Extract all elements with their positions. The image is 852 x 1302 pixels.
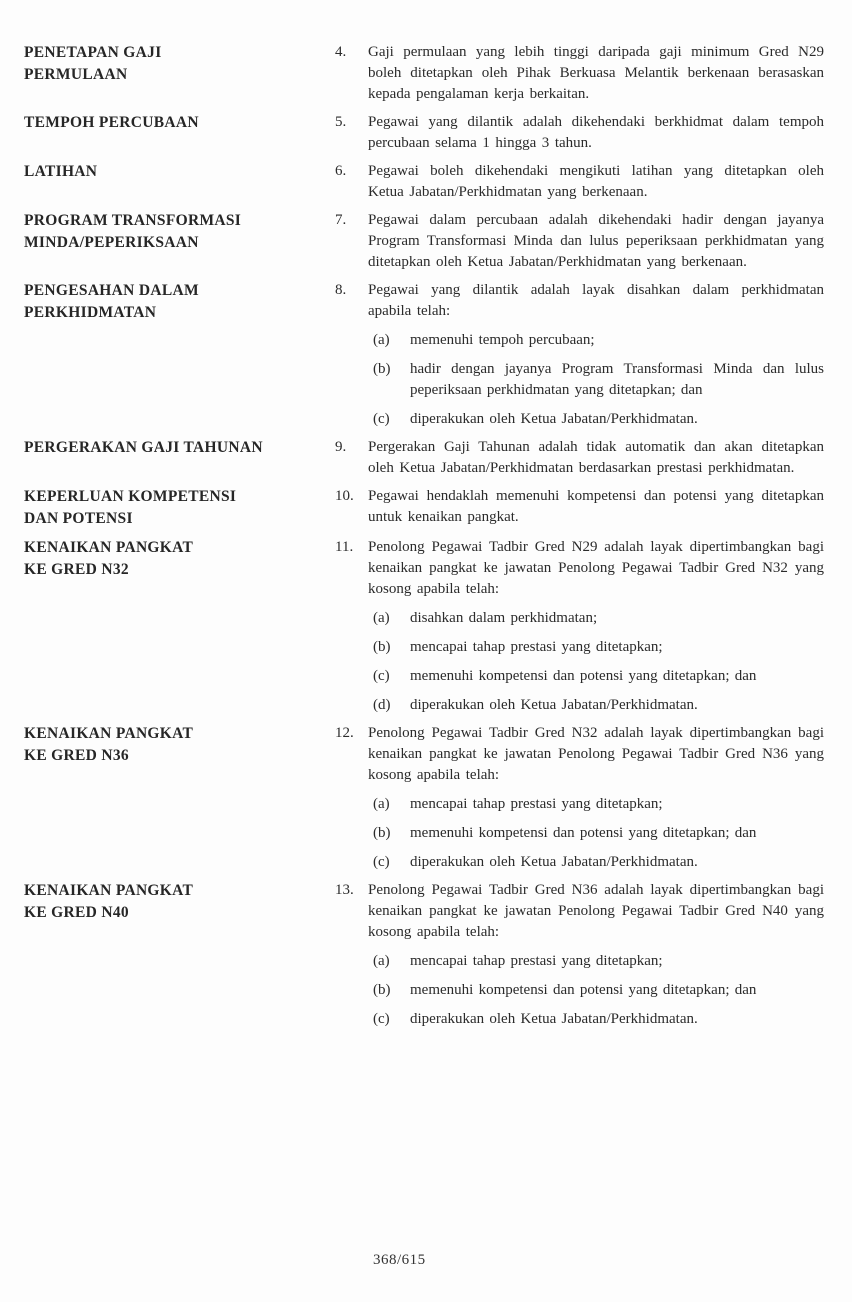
clause-number: 4. [335,44,347,60]
subitem-text: disahkan dalam perkhidmatan; [410,610,598,626]
subitem-text: memenuhi kompetensi dan potensi yang ditetapkan; dan [410,668,757,684]
subitem-label: (a) [373,953,390,969]
clause-content [368,210,824,273]
subitem-label: (a) [373,796,390,812]
clause-row-13 [24,880,824,1030]
clause-subitem [373,330,824,351]
clause-subitem [373,637,824,658]
subitem-label: (b) [373,982,391,998]
clause-body: Penolong Pegawai Tadbir Gred N32 adalah layak dipertimbangkan bagi kenaikan pangkat ke jawatan Penolong Pegawai Tadbir Gred N36 yang kosong apabila telah: [368,725,824,783]
clause-subitem [373,1009,824,1030]
subitem-label: (b) [373,825,391,841]
subitem-label: (d) [373,697,391,713]
clause-heading: PENGESAHAN DALAM PERKHIDMATAN [24,282,199,321]
clause-subitem [373,980,824,1001]
clause-subitem [373,409,824,430]
clause-heading: PENETAPAN GAJI PERMULAAN [24,44,162,83]
subitem-label: (b) [373,639,391,655]
clause-content [368,280,824,430]
clause-content [368,112,824,154]
clause-row-11 [24,537,824,716]
clause-subitem [373,823,824,844]
clause-number: 9. [335,439,347,455]
subitem-label: (c) [373,411,390,427]
clause-number: 7. [335,212,347,228]
subitem-label: (c) [373,854,390,870]
clause-number: 6. [335,163,347,179]
subitem-label: (c) [373,1011,390,1027]
clause-subitem [373,695,824,716]
clause-body: Gaji permulaan yang lebih tinggi daripada gaji minimum Gred N29 boleh ditetapkan oleh Pihak Berkuasa Melantik berkenaan berasaskan kepada pengalaman kerja berkaitan. [368,44,824,102]
clause-content [368,161,824,203]
subitem-text: mencapai tahap prestasi yang ditetapkan; [410,953,663,969]
clause-content [368,437,824,479]
clause-subitem [373,794,824,815]
clause-heading: KENAIKAN PANGKAT KE GRED N36 [24,725,194,764]
clause-body: Penolong Pegawai Tadbir Gred N29 adalah layak dipertimbangkan bagi kenaikan pangkat ke jawatan Penolong Pegawai Tadbir Gred N32 yang kosong apabila telah: [368,539,824,597]
clause-subitem [373,852,824,873]
page-number: 368/615 [373,1252,426,1268]
clause-content [368,42,824,105]
clause-row-8 [24,280,824,430]
clause-subitem [373,359,824,401]
clause-content [368,880,824,1030]
clause-row-12 [24,723,824,873]
clause-content [368,723,824,873]
clause-heading: KENAIKAN PANGKAT KE GRED N40 [24,882,194,921]
clause-body: Pegawai dalam percubaan adalah dikehendaki hadir dengan jayanya Program Transformasi Minda dan lulus peperiksaan perkhidmatan yang ditetapkan oleh Ketua Jabatan/Perkhidmatan yang berkenaan. [368,212,824,270]
clause-number: 13. [335,882,354,898]
clause-heading: LATIHAN [24,163,98,180]
subitem-label: (a) [373,610,390,626]
clause-content [368,486,824,530]
subitem-label: (a) [373,332,390,348]
clause-row-10 [24,486,824,530]
clause-row-7 [24,210,824,273]
subitem-text: diperakukan oleh Ketua Jabatan/Perkhidmatan. [410,697,698,713]
subitem-text: mencapai tahap prestasi yang ditetapkan; [410,796,663,812]
clause-row-5 [24,112,824,154]
subitem-text: hadir dengan jayanya Program Transformasi Minda dan lulus peperiksaan perkhidmatan yang ditetapkan; dan [410,361,824,398]
subitem-text: diperakukan oleh Ketua Jabatan/Perkhidmatan. [410,1011,698,1027]
subitem-text: memenuhi kompetensi dan potensi yang ditetapkan; dan [410,825,757,841]
clause-heading: KEPERLUAN KOMPETENSI DAN POTENSI [24,488,237,527]
clause-number: 12. [335,725,354,741]
clause-heading: TEMPOH PERCUBAAN [24,114,199,131]
clause-content [368,537,824,716]
clause-body: Pegawai hendaklah memenuhi kompetensi dan potensi yang ditetapkan untuk kenaikan pangkat. [368,488,824,525]
clause-heading: PROGRAM TRANSFORMASI MINDA/PEPERIKSAAN [24,212,242,251]
clause-heading: KENAIKAN PANGKAT KE GRED N32 [24,539,194,578]
clause-row-9 [24,437,824,479]
clause-body: Pegawai yang dilantik adalah layak disahkan dalam perkhidmatan apabila telah: [368,282,824,319]
subitem-text: mencapai tahap prestasi yang ditetapkan; [410,639,663,655]
clause-row-6 [24,161,824,203]
subitem-text: memenuhi tempoh percubaan; [410,332,595,348]
clause-body: Pergerakan Gaji Tahunan adalah tidak automatik dan akan ditetapkan oleh Ketua Jabatan/Perkhidmatan berdasarkan prestasi perkhidmatan. [368,439,824,476]
clause-body: Pegawai boleh dikehendaki mengikuti latihan yang ditetapkan oleh Ketua Jabatan/Perkhidmatan yang berkenaan. [368,163,824,200]
clause-number: 8. [335,282,347,298]
subitem-text: memenuhi kompetensi dan potensi yang ditetapkan; dan [410,982,757,998]
clause-heading: PERGERAKAN GAJI TAHUNAN [24,439,263,456]
clause-body: Pegawai yang dilantik adalah dikehendaki berkhidmat dalam tempoh percubaan selama 1 hingga 3 tahun. [368,114,824,151]
clause-row-4 [24,42,824,105]
clause-number: 5. [335,114,347,130]
clause-body: Penolong Pegawai Tadbir Gred N36 adalah layak dipertimbangkan bagi kenaikan pangkat ke jawatan Penolong Pegawai Tadbir Gred N40 yang kosong apabila telah: [368,882,824,940]
clause-subitem [373,666,824,687]
subitem-text: diperakukan oleh Ketua Jabatan/Perkhidmatan. [410,411,698,427]
subitem-text: diperakukan oleh Ketua Jabatan/Perkhidmatan. [410,854,698,870]
clause-number: 10. [335,488,354,504]
clause-number: 11. [335,539,354,555]
subitem-label: (b) [373,361,391,377]
clause-subitem [373,951,824,972]
subitem-label: (c) [373,668,390,684]
clause-subitem [373,608,824,629]
